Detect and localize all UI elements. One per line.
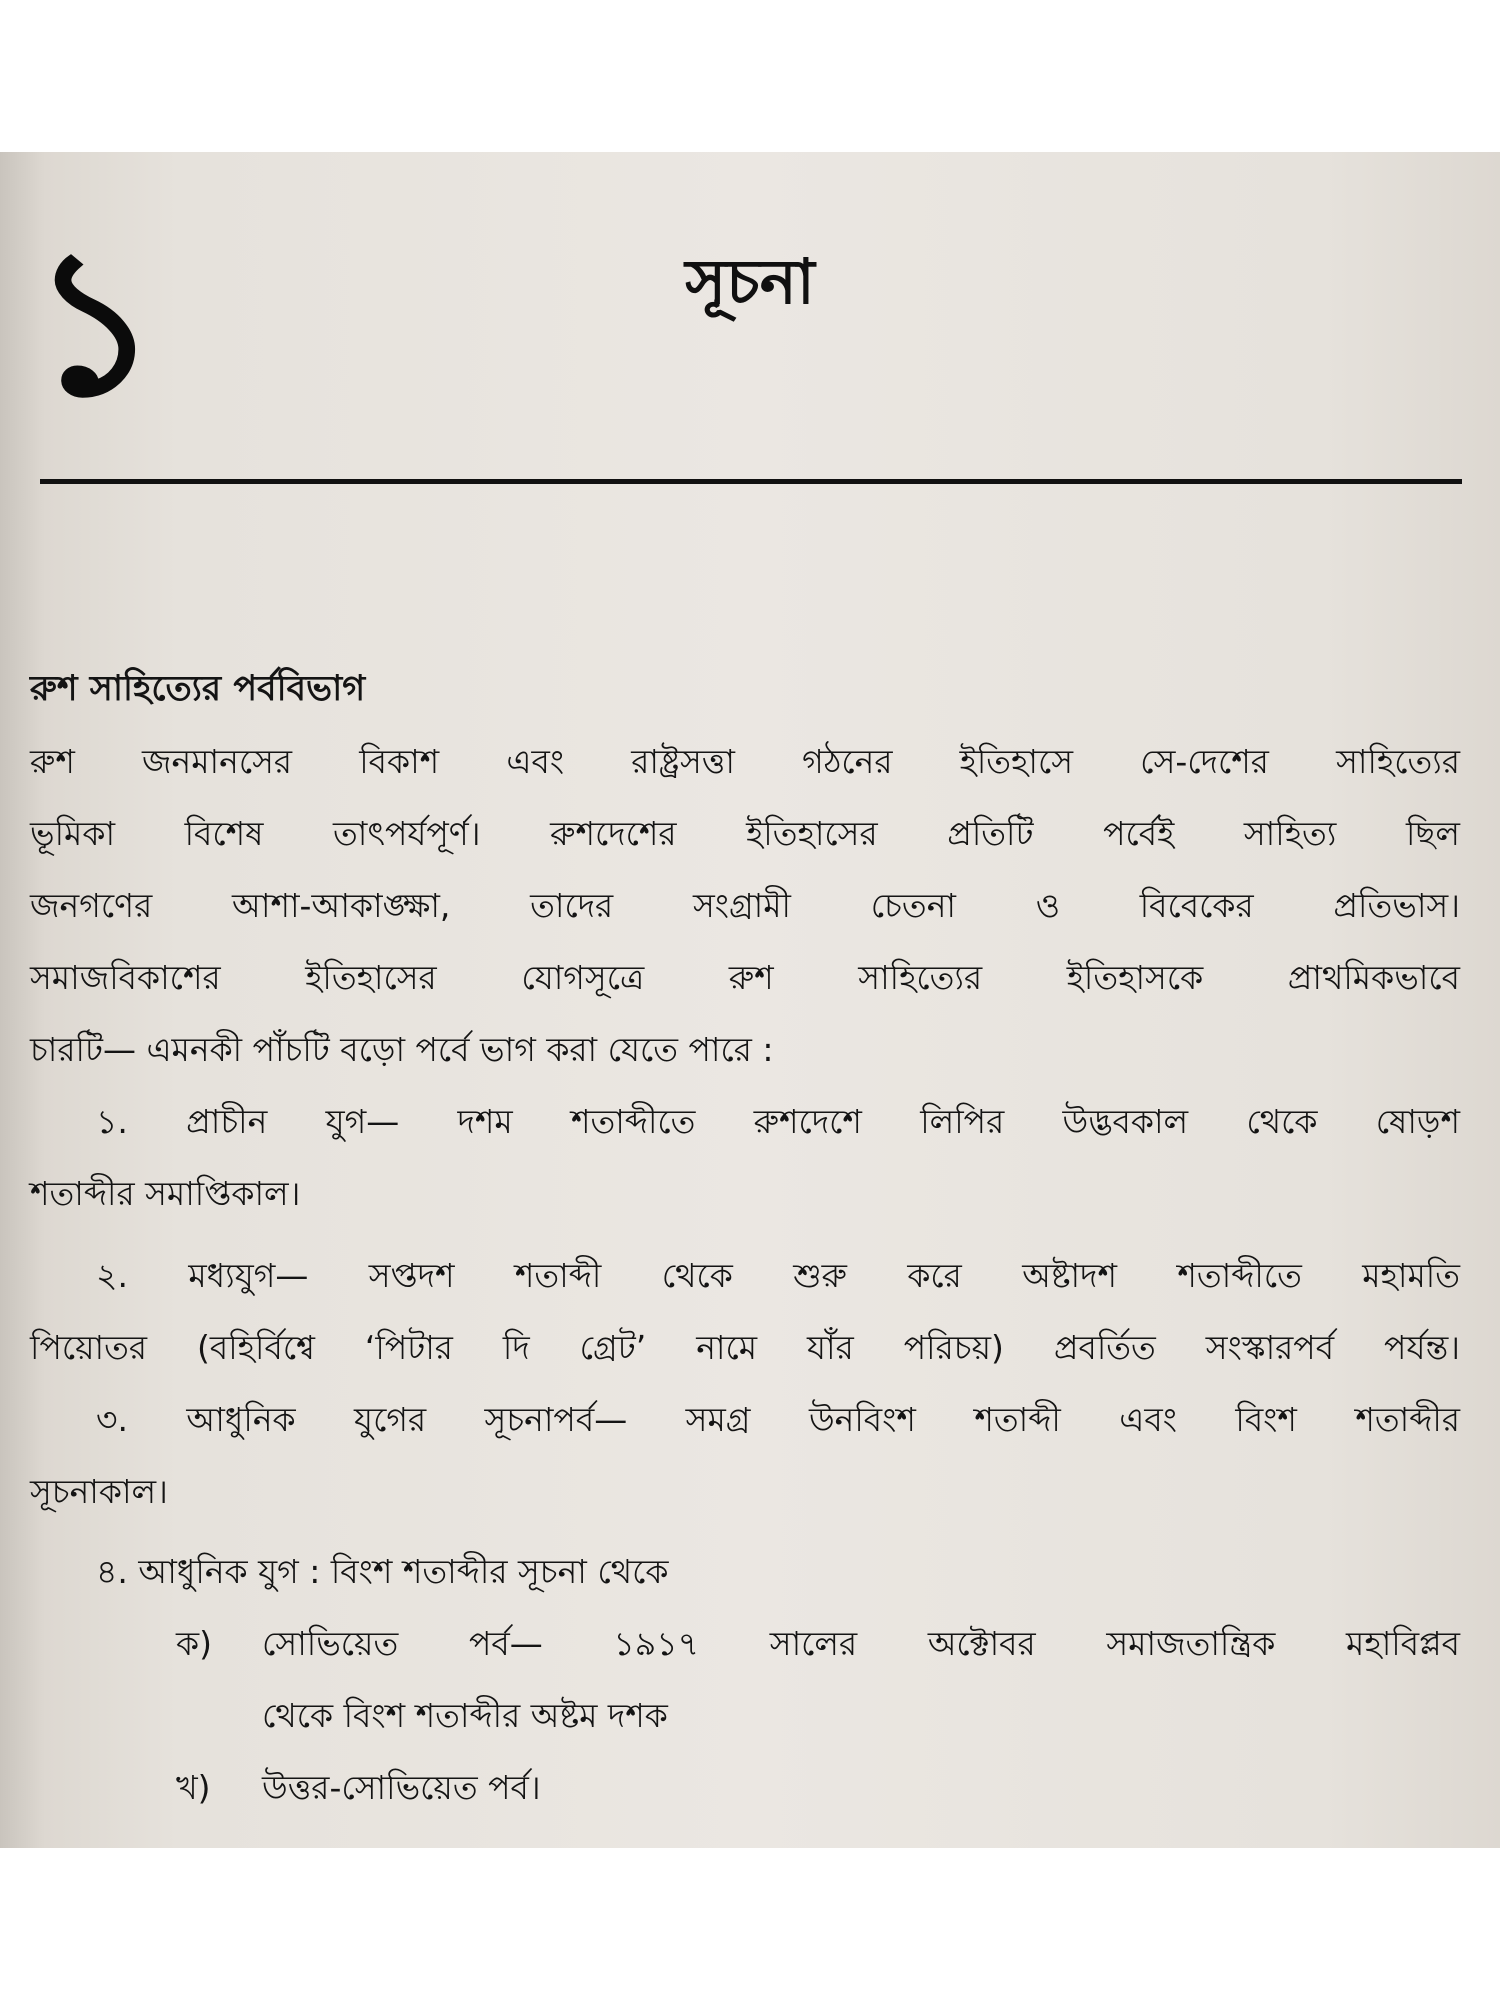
chapter-title: সূচনা [685,245,815,318]
period-4-line: ৪. আধুনিক যুগ : বিংশ শতাব্দীর সূচনা থেকে [96,1552,669,1591]
book-page-scan [0,152,1500,1848]
section-heading: রুশ সাহিত্যের পর্ববিভাগ [30,669,366,709]
paragraph-line: চারটি— এমনকী পাঁচটি বড়ো পর্বে ভাগ করা যেতে পারে : [30,1030,774,1069]
heading-rule [40,479,1462,484]
paragraph-line: ভূমিকা বিশেষ তাৎপর্যপূর্ণ। রুশদেশের ইতিহাসের প্রতিটি পর্বেই সাহিত্য ছিল [30,814,1460,853]
subperiod-line: সোভিয়েত পর্ব— ১৯১৭ সালের অক্টোবর সমাজতান্ত্রিক মহাবিপ্লব [262,1624,1460,1663]
chapter-number: ১ [30,207,160,440]
period-2-line: পিয়োতর (বহির্বিশ্বে ‘পিটার দি গ্রেট’ নামে যাঁর পরিচয়) প্রবর্তিত সংস্কারপর্ব পর্যন্ত। [30,1328,1460,1367]
subperiod-line: থেকে বিংশ শতাব্দীর অষ্টম দশক [262,1696,668,1735]
period-1-line: শতাব্দীর সমাপ্তিকাল। [30,1174,301,1213]
paragraph-line: রুশ জনমানসের বিকাশ এবং রাষ্ট্রসত্তা গঠনের ইতিহাসে সে-দেশের সাহিত্যের [30,742,1460,781]
subperiod-line: উত্তর-সোভিয়েত পর্ব। [262,1768,541,1807]
period-2-line: ২. মধ্যযুগ— সপ্তদশ শতাব্দী থেকে শুরু করে অষ্টাদশ শতাব্দীতে মহামতি [96,1256,1460,1295]
subperiod-marker: খ) [176,1768,211,1807]
period-3-line: সূচনাকাল। [30,1472,168,1511]
paragraph-line: সমাজবিকাশের ইতিহাসের যোগসূত্রে রুশ সাহিত্যের ইতিহাসকে প্রাথমিকভাবে [30,958,1460,997]
period-3-line: ৩. আধুনিক যুগের সূচনাপর্ব— সমগ্র উনবিংশ শতাব্দী এবং বিংশ শতাব্দীর [96,1400,1460,1439]
paragraph-line: জনগণের আশা-আকাঙ্ক্ষা, তাদের সংগ্রামী চেতনা ও বিবেকের প্রতিভাস। [30,886,1460,925]
period-1-line: ১. প্রাচীন যুগ— দশম শতাব্দীতে রুশদেশে লিপির উদ্ভবকাল থেকে ষোড়শ [96,1102,1460,1141]
subperiod-marker: ক) [176,1624,212,1663]
